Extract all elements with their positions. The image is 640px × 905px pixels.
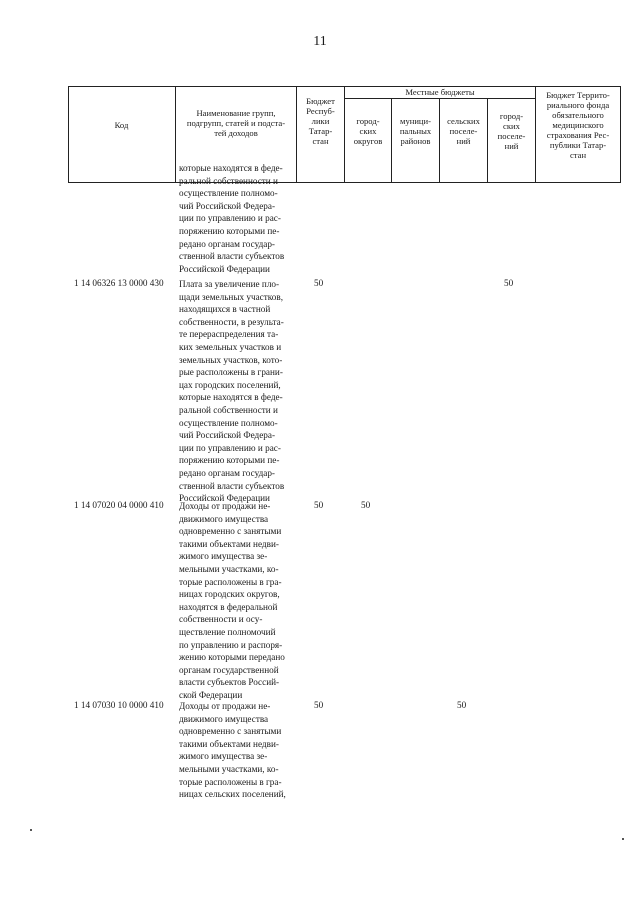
value-rt: 50	[314, 278, 324, 288]
row-description: Доходы от продажи не- движимого имущества одновременно с занятыми такими объектами недви- жимого имущества зе- мельными участками, ко- торые расположены в гра- ницах городских округов, находятся в федеральной собственности и осу- ществление полномочий по управлению и распоря- жению которыми передано органам государственной власти субъектов Россий- ской Федерации	[179, 501, 285, 700]
value-rural: 50	[457, 700, 467, 710]
header-urban: город- ских поселе- ний	[497, 111, 526, 151]
header-rural: сельских поселе- ний	[447, 116, 480, 146]
header-fund: Бюджет Террито- риального фонда обязательного медицинского страхования Рес- публики Татар- стан	[546, 90, 610, 160]
header-code: Код	[114, 120, 129, 130]
scan-speck	[622, 838, 624, 840]
row-code: 1 14 06326 13 0000 430	[74, 278, 164, 288]
row-description: Плата за увеличение пло- щади земельных участков, находящихся в частной собственности, в результа- те перераспределения та- ких земельных участков и земельных участков, кото- рые расположены в грани- цах городских поселений, которые находятся в феде- ральной собственности и осуществление полномо- чий Российской Федера- ции по управлению и рас- поряжению которыми пе- редано органам государ- ственной власти субъектов Российской Федерации	[179, 279, 285, 504]
value-urban: 50	[504, 278, 514, 288]
row-description: которые находятся в феде- ральной собственности и осуществление полномо- чий Российской Федера- ции по управлению и рас- поряжению которыми пе- редано органам государ- ственной власти субъектов Российской Федерации	[179, 163, 285, 274]
row-code: 1 14 07030 10 0000 410	[74, 700, 164, 710]
header-border-right	[620, 86, 621, 183]
header-name: Наименование групп, подгрупп, статей и подста- тей доходов	[186, 108, 286, 138]
scan-speck	[30, 829, 32, 831]
row-description: Доходы от продажи не- движимого имущества одновременно с занятыми такими объектами недви- жимого имущества зе- мельными участками, ко- торые расположены в гра- ницах сельских поселений,	[179, 701, 286, 800]
value-city-okrug: 50	[361, 500, 371, 510]
value-rt: 50	[314, 500, 324, 510]
header-local-budgets: Местные бюджеты	[405, 87, 475, 97]
header-border-left	[68, 86, 69, 183]
header-city-okrug: город- ских округов	[353, 116, 383, 146]
page-number: 11	[313, 34, 327, 49]
header-municipal: муници- пальных районов	[399, 116, 432, 146]
header-rt-budget: Бюджет Респуб- лики Татар- стан	[306, 96, 335, 146]
table-header	[68, 86, 621, 183]
value-rt: 50	[314, 700, 324, 710]
row-code: 1 14 07020 04 0000 410	[74, 500, 164, 510]
